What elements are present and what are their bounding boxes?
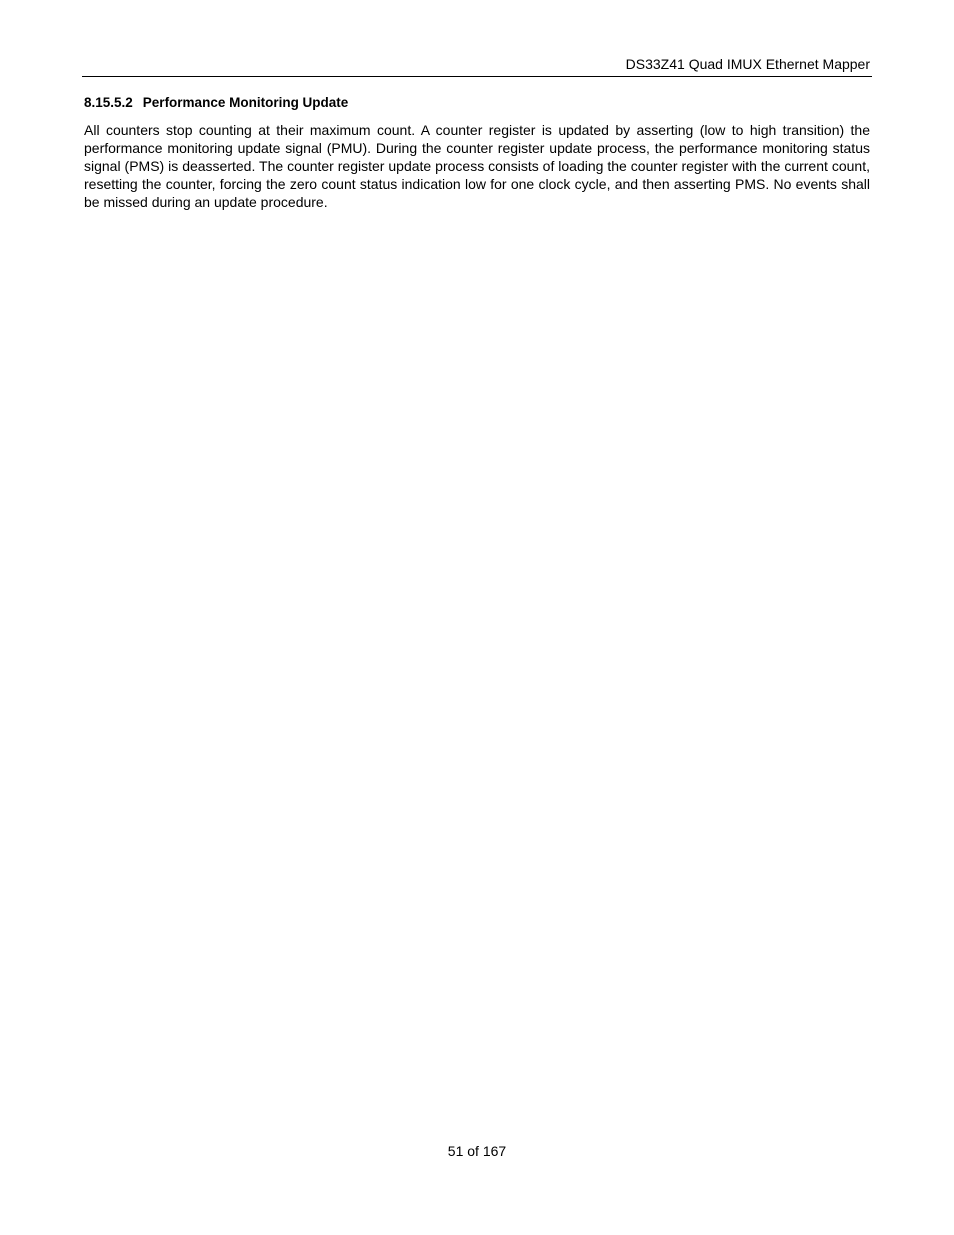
section-title: Performance Monitoring Update: [142, 95, 349, 110]
body-paragraph: All counters stop counting at their maximum count. A counter register is updated by asserting (low to high transition) the performance monitoring update signal (PMU). During the counter register update process, the performance monitoring status signal (PMS) is deasserted. The counter register update process consists of loading the counter register with the current count, resetting the counter, forcing the zero count status indication low for one clock cycle, and then asserting PMS. No events shall be missed during an update procedure.: [84, 122, 870, 210]
header-divider: [82, 76, 872, 77]
section-heading: [84, 95, 348, 111]
page-number: 51 of 167: [447, 1143, 507, 1159]
document-header-title: DS33Z41 Quad IMUX Ethernet Mapper: [625, 56, 870, 72]
section-number: 8.15.5.2: [84, 95, 133, 110]
